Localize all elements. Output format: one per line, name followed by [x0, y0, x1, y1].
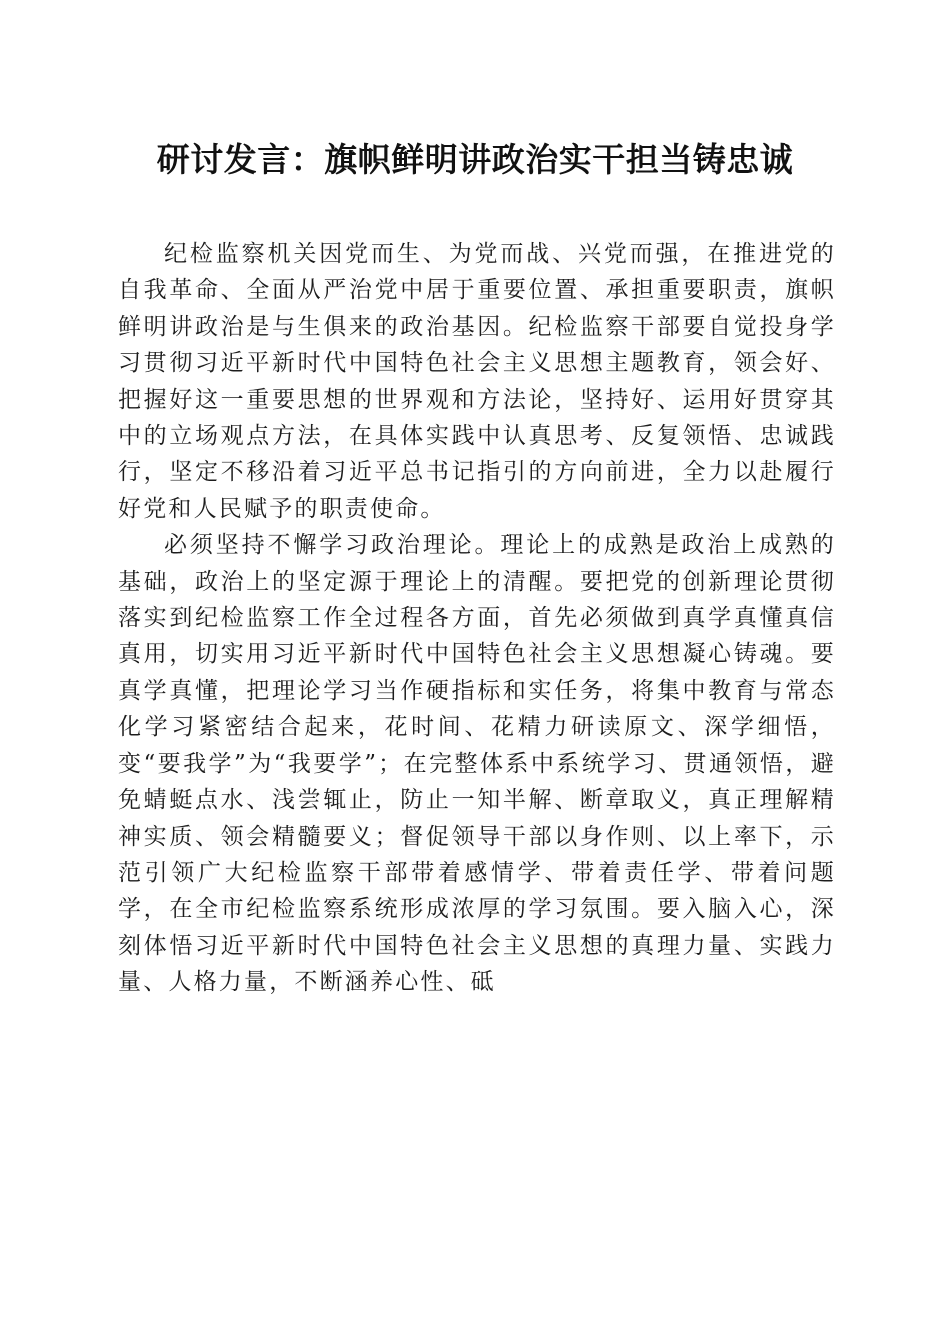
document-body [118, 236, 836, 1001]
paragraph-intro: 纪检监察机关因党而生、为党而战、兴党而强，在推进党的自我革命、全面从严治党中居于重要位置、承担重要职责，旗帜鲜明讲政治是与生俱来的政治基因。纪检监察干部要自觉投身学习贯彻习近平新时代中国特色社会主义思想主题教育，领会好、把握好这一重要思想的世界观和方法论，坚持好、运用好贯穿其中的立场观点方法，在具体实践中认真思考、反复领悟、忠诚践行，坚定不移沿着习近平总书记指引的方向前进，全力以赴履行好党和人民赋予的职责使命。 [118, 241, 836, 522]
paragraph-political-theory: 必须坚持不懈学习政治理论。理论上的成熟是政治上成熟的基础，政治上的坚定源于理论上的清醒。要把党的创新理论贯彻落实到纪检监察工作全过程各方面，首先必须做到真学真懂真信真用，切实用习近平新时代中国特色社会主义思想凝心铸魂。要真学真懂，把理论学习当作硬指标和实任务，将集中教育与常态化学习紧密结合起来，花时间、花精力研读原文、深学细悟，变“要我学”为“我要学”；在完整体系中系统学习、贯通领悟，避免蜻蜓点水、浅尝辄止，防止一知半解、断章取义，真正理解精神实质、领会精髓要义；督促领导干部以身作则、以上率下，示范引领广大纪检监察干部带着感情学、带着责任学、带着问题学，在全市纪检监察系统形成浓厚的学习氛围。要入脑入心，深刻体悟习近平新时代中国特色社会主义思想的真理力量、实践力量、人格力量，不断涵养心性、砥 [118, 532, 836, 996]
document-title: 研讨发言：旗帜鲜明讲政治实干担当铸忠诚 [156, 140, 794, 179]
